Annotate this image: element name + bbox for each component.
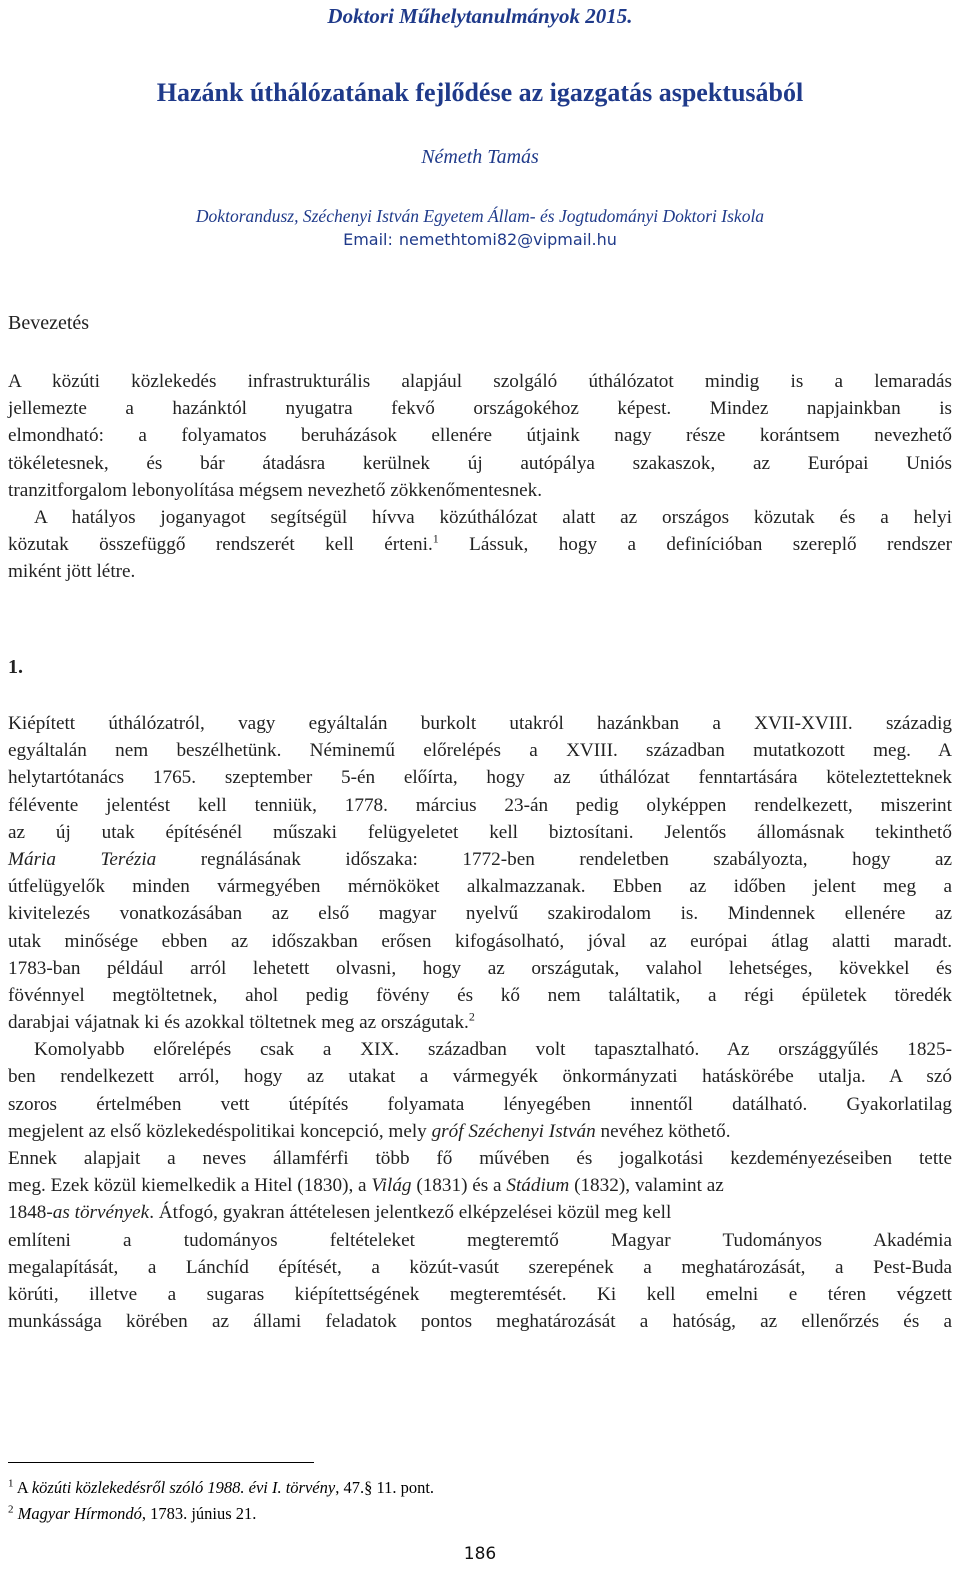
intro-paragraphs — [8, 368, 952, 586]
footnote-rest: , 47.§ 11. pont. — [335, 1478, 435, 1497]
footnote-2 — [8, 1501, 952, 1527]
text-fragment: meg. Ezek közül kiemelkedik a Hitel (1830), a — [8, 1175, 372, 1197]
italic-title: as törvények — [52, 1202, 150, 1224]
footnote-number: 1 — [8, 1477, 14, 1490]
footnote-prefix: A — [16, 1478, 32, 1497]
footnote-ref-1[interactable]: 1 — [432, 531, 439, 546]
email-label: Email: — [343, 230, 393, 249]
page-number: 186 — [463, 1544, 497, 1564]
email-address[interactable]: nemethtomi82@vipmail.hu — [398, 230, 617, 249]
footnote-ref-2[interactable]: 2 — [468, 1009, 475, 1024]
text-line: helytartótanács 1765. szeptember 5-én előírta, hogy az úthálózat fenntartására köteleztetteknek — [8, 767, 952, 789]
italic-title: Világ — [371, 1175, 412, 1197]
text-line — [8, 531, 952, 558]
text-line: félévente jelentést kell tenniük, 1778. március 23-án pedig olyképpen rendelkezett, miszerint — [8, 794, 952, 816]
text-line: Ennek alapjait a neves államférfi több fő művében és jogalkotási kezdeményezéseiben tette — [8, 1148, 952, 1169]
text-fragment: (1832), valamint az — [569, 1175, 724, 1197]
author-name: Németh Tamás — [421, 146, 539, 168]
text-line: elmondható: a folyamatos beruházások ellenére útjaink nagy része korántsem nevezhető — [8, 425, 952, 447]
text-line: körúti, illetve a sugaras kiépítettségének megteremtését. Ki kell emelni e téren végzett — [8, 1283, 952, 1305]
text-line: Kiépített úthálózatról, vagy egyáltalán burkolt utakról hazánkban a XVII-XVIII. századig — [8, 713, 952, 734]
text-line — [8, 1172, 952, 1199]
text-line: miként jött létre. — [8, 561, 136, 583]
text-line — [8, 1009, 952, 1036]
text-line: munkássága körében az állami feladatok pontos meghatározását a hatóság, az ellenőrzés és a — [8, 1311, 952, 1333]
footnote-italic: Magyar Hírmondó — [17, 1504, 142, 1523]
section-heading-intro: Bevezetés — [8, 312, 90, 334]
paper-title: Hazánk úthálózatának fejlődése az igazgatás aspektusából — [156, 78, 804, 107]
text-line: Komolyabb előrelépés csak a XIX. században volt tapasztalható. Az országgyűlés 1825- — [34, 1039, 952, 1061]
text-fragment: közutak összefüggő rendszerét kell érteni. — [8, 534, 433, 556]
text-line: 1783-ban például arról lehetett olvasni, hogy az országutak, valahol lehetséges, kövekkel és — [8, 957, 952, 979]
footnotes — [8, 1475, 952, 1527]
italic-title: Stádium — [506, 1175, 570, 1197]
text-line: tökéletesnek, és bár átadásra kerülnek új autópálya szakaszok, az Európai Uniós — [8, 452, 952, 474]
text-fragment: (1831) és a — [411, 1175, 507, 1197]
text-fragment: Lássuk, hogy a definícióban szereplő rendszer — [438, 534, 953, 556]
text-fragment: 1848- — [8, 1202, 53, 1224]
text-line: kivitelezés vonatkozásában az első magyar nyelvű szakirodalom is. Mindennek ellenére az — [8, 903, 952, 925]
section-heading-1: 1. — [8, 656, 23, 678]
document-page — [8, 0, 952, 1590]
author-email — [8, 230, 952, 249]
text-fragment: megjelent az első közlekedéspolitikai koncepció, mely — [8, 1120, 432, 1142]
text-fragment: darabjai vájatnak ki és azokkal töltetnek meg az országutak. — [8, 1012, 469, 1034]
text-line: A hatályos joganyagot segítségül hívva közúthálózat alatt az országos közutak és a helyi — [34, 506, 952, 528]
italic-name: Mária Terézia — [8, 848, 157, 870]
journal-name: Doktori Műhelytanulmányok 2015. — [327, 4, 633, 28]
text-line: A közúti közlekedés infrastrukturális alapjául szolgáló úthálózatot mindig is a lemaradás — [8, 371, 952, 392]
text-fragment: nevéhez köthető. — [595, 1120, 731, 1142]
text-line: említeni a tudományos feltételeket megteremtő Magyar Tudományos Akadémia — [8, 1229, 952, 1251]
section1-paragraphs — [8, 710, 952, 1335]
footnote-number: 2 — [8, 1503, 14, 1516]
text-line: egyáltalán nem beszélhetünk. Néminemű előrelépés a XVIII. században mutatkozott meg. A — [8, 740, 952, 762]
text-line: az új utak építésénél műszaki felügyeletet kell biztosítani. Jelentős állomásnak tekinthető — [8, 821, 952, 843]
text-line: ben rendelkezett arról, hogy az utakat a vármegyék önkormányzati hatáskörébe utalja. A szó — [8, 1066, 952, 1088]
text-line — [8, 1118, 952, 1145]
text-line: megalapítását, a Lánchíd építését, a közút-vasút szerepének a meghatározását, a Pest-Buda — [8, 1256, 952, 1278]
text-line: útfelügyelők minden vármegyében mérnököket alkalmazzanak. Ebben az időben jelent meg a — [8, 876, 952, 898]
text-fragment: . Átfogó, gyakran áttételesen jelentkező elképzelései közül meg kell — [149, 1202, 672, 1224]
text-line — [8, 846, 952, 873]
text-line — [8, 1199, 952, 1226]
footnote-1 — [8, 1475, 952, 1501]
footnote-separator — [8, 1462, 314, 1463]
text-line: utak minősége ebben az időszakban erősen kifogásolható, jóval az európai átlag alatti maradt. — [8, 930, 952, 952]
text-fragment: regnálásának időszaka: 1772-ben rendeletben szabályozta, hogy az — [156, 848, 952, 870]
author-affiliation: Doktorandusz, Széchenyi István Egyetem Állam- és Jogtudományi Doktori Iskola — [195, 206, 765, 226]
footnote-italic: közúti közlekedésről szóló 1988. évi I. törvény — [31, 1478, 336, 1497]
text-line: fövénnyel megtöltetnek, ahol pedig fövény és kő nem találtatik, a régi épületek töredék — [8, 984, 952, 1006]
text-line: tranzitforgalom lebonyolítása mégsem nevezhető zökkenőmentesnek. — [8, 479, 543, 501]
footnote-rest: , 1783. június 21. — [141, 1504, 257, 1523]
text-line: szoros értelmében vett útépítés folyamata lényegében innentől datálható. Gyakorlatilag — [8, 1093, 952, 1115]
italic-name: gróf Széchenyi István — [431, 1120, 596, 1142]
text-line: jellemezte a hazánktól nyugatra fekvő országokéhoz képest. Mindez napjainkban is — [8, 398, 952, 420]
